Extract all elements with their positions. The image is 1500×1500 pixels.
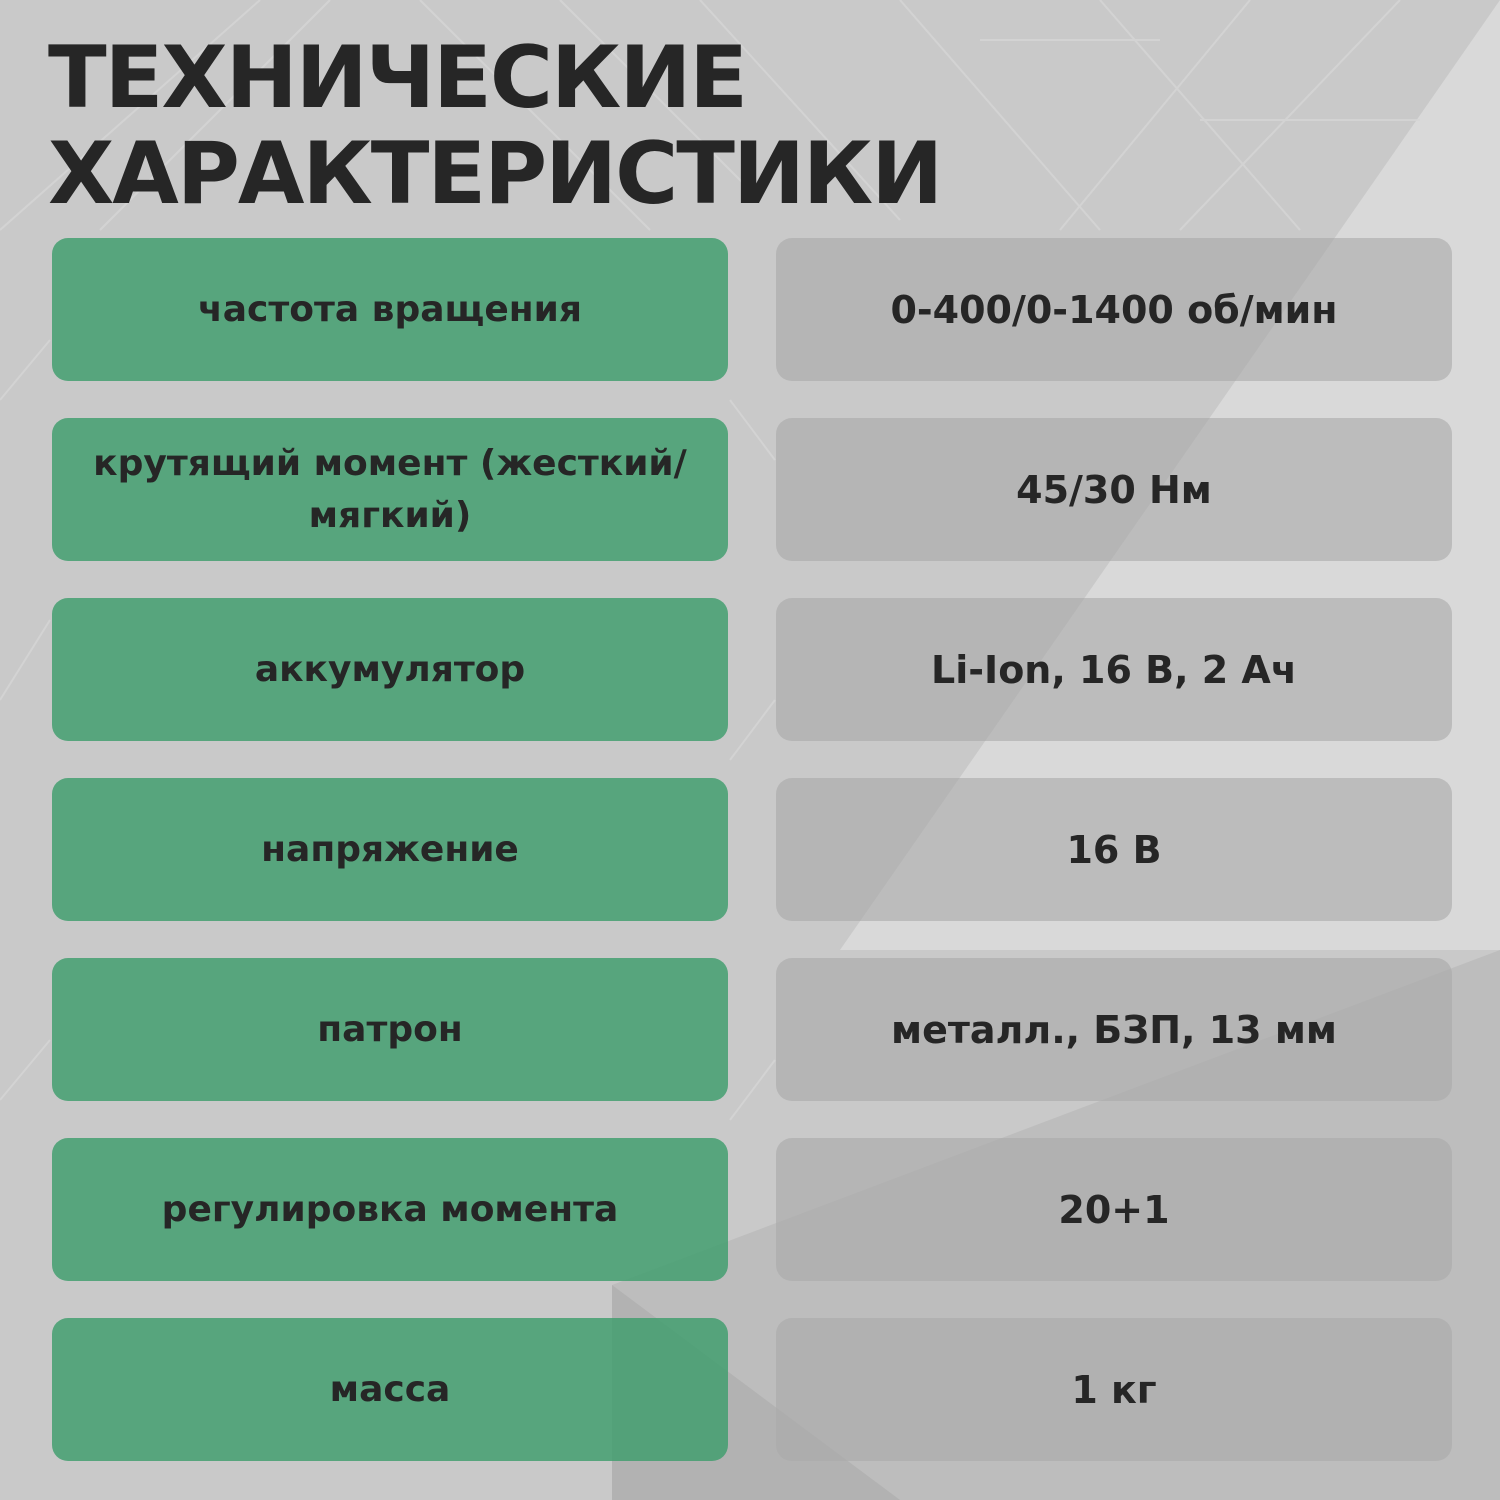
spec-label: масса <box>52 1318 728 1461</box>
spec-label: частота вращения <box>52 238 728 381</box>
spec-value: 20+1 <box>776 1138 1452 1281</box>
spec-value: 16 В <box>776 778 1452 921</box>
spec-row <box>52 778 1452 921</box>
spec-table <box>52 238 1452 1498</box>
spec-value: металл., БЗП, 13 мм <box>776 958 1452 1101</box>
spec-value: 0-400/0-1400 об/мин <box>776 238 1452 381</box>
spec-label: регулировка момента <box>52 1138 728 1281</box>
spec-label: патрон <box>52 958 728 1101</box>
spec-row <box>52 238 1452 381</box>
page-title-line-1: ТЕХНИЧЕСКИЕ <box>48 28 747 128</box>
spec-value: 45/30 Нм <box>776 418 1452 561</box>
spec-row <box>52 1138 1452 1281</box>
spec-row <box>52 958 1452 1101</box>
spec-row <box>52 1318 1452 1461</box>
page-title-line-2: ХАРАКТЕРИСТИКИ <box>48 124 942 224</box>
spec-value: 1 кг <box>776 1318 1452 1461</box>
spec-label: напряжение <box>52 778 728 921</box>
spec-row <box>52 598 1452 741</box>
page-title <box>48 30 941 222</box>
spec-label: крутящий момент (жесткий/ мягкий) <box>52 418 728 561</box>
spec-value: Li-Ion, 16 В, 2 Ач <box>776 598 1452 741</box>
spec-row <box>52 418 1452 561</box>
spec-label: аккумулятор <box>52 598 728 741</box>
